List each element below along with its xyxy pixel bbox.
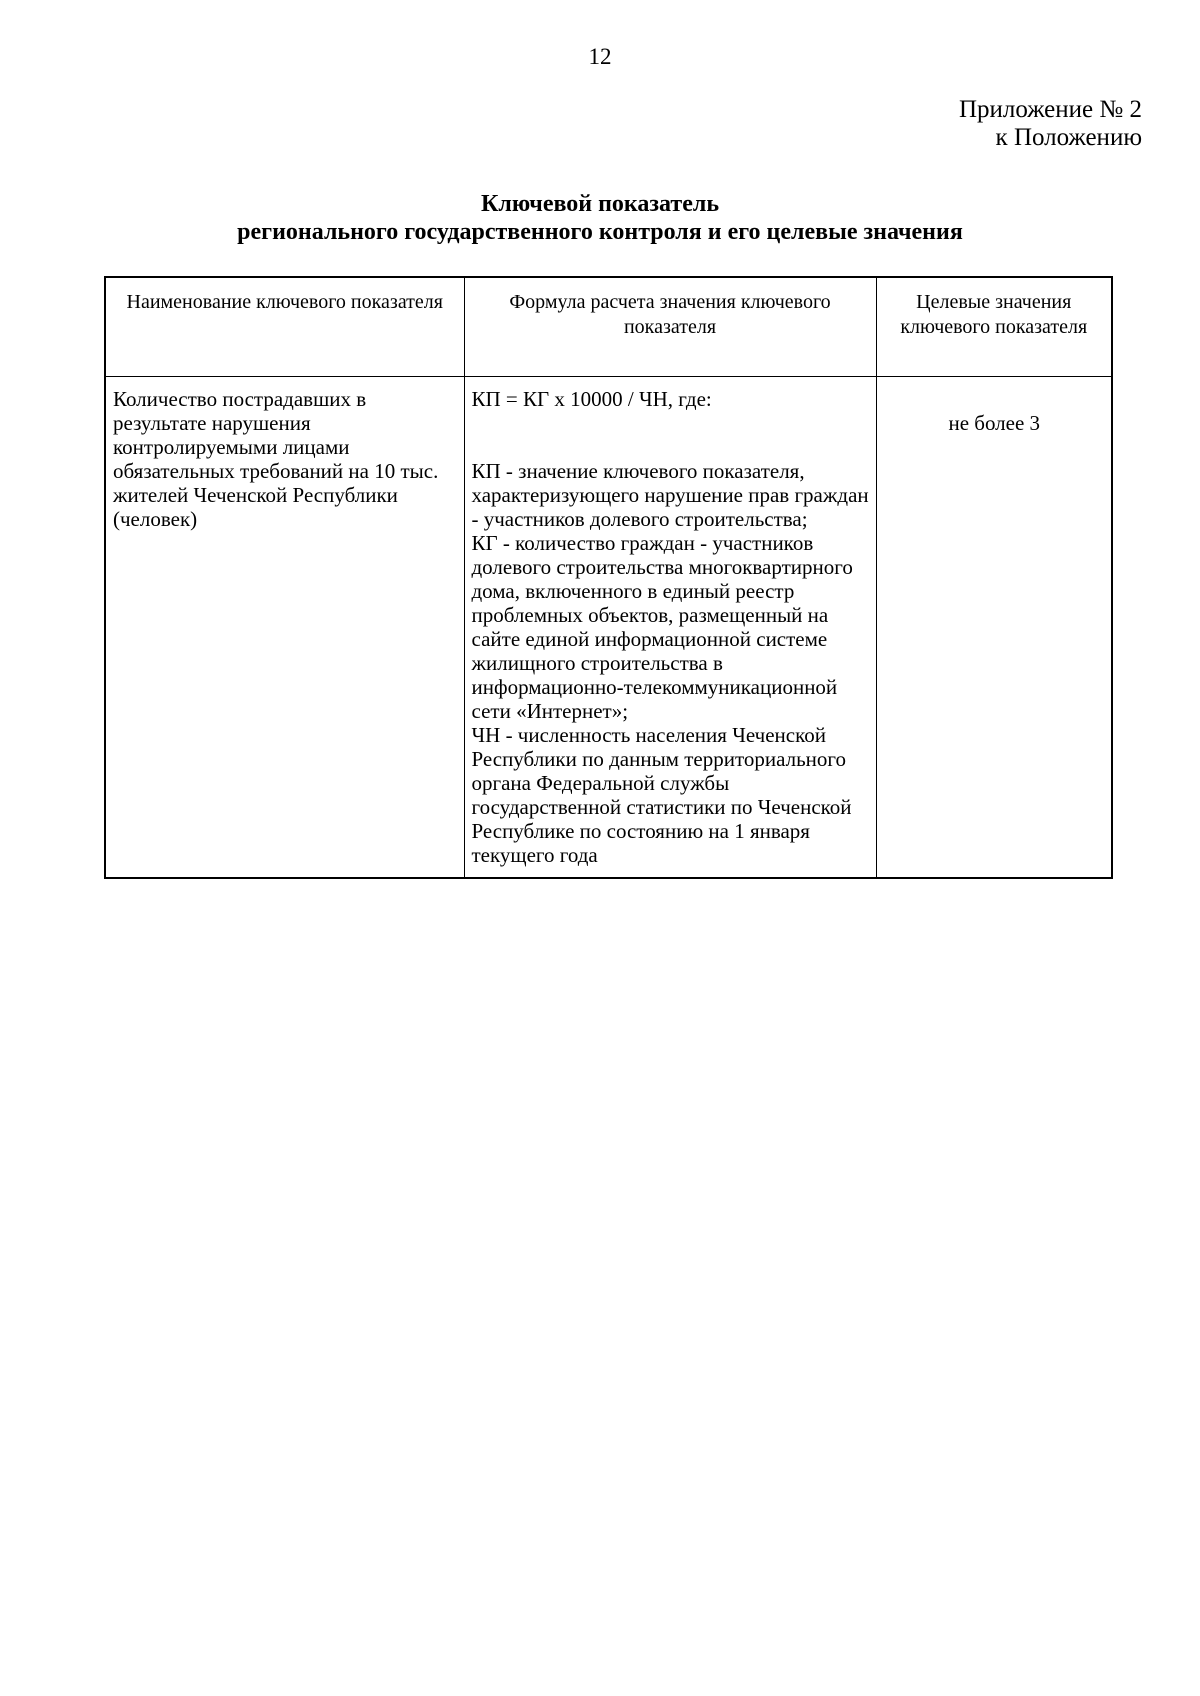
- document-title: [100, 190, 1100, 246]
- header-formula: Формула расчета значения ключевого показателя: [464, 277, 876, 377]
- header-target-values: Целевые значения ключевого показателя: [876, 277, 1112, 377]
- table-header-row: [105, 277, 1112, 377]
- target-value: не более 3: [948, 411, 1041, 435]
- appendix-line-2: к Положению: [995, 124, 1142, 151]
- definition-chn: ЧН - численность населения Чеченской Республики по данным территориального органа Федеральной службы государственной статистики по Чеченской Республике по состоянию на 1 января текущего года: [471, 723, 852, 867]
- page-number: 12: [588, 44, 612, 69]
- title-line-1: Ключевой показатель: [480, 191, 720, 217]
- table-row: [105, 377, 1112, 879]
- appendix-reference: [959, 96, 1142, 152]
- formula-expression: КП = КГ х 10000 / ЧН, где:: [471, 387, 712, 411]
- header-indicator-name: Наименование ключевого показателя: [105, 277, 464, 377]
- key-indicator-table: [104, 276, 1113, 879]
- appendix-line-1: Приложение № 2: [958, 96, 1142, 123]
- title-line-2: регионального государственного контроля и его целевые значения: [237, 219, 963, 245]
- formula-cell: [464, 377, 876, 879]
- definition-kp: КП - значение ключевого показателя, характеризующего нарушение прав граждан - участников долевого строительства;: [471, 459, 869, 531]
- target-value-cell: [876, 377, 1112, 879]
- definition-kg: КГ - количество граждан - участников долевого строительства многоквартирного дома, включенного в единый реестр проблемных объектов, размещенный на сайте единой информационной системе жилищного строительства в информационно-телекоммуникационной сети «Интернет»;: [471, 531, 853, 723]
- indicator-name-cell: Количество пострадавших в результате нарушения контролируемыми лицами обязательных требований на 10 тыс. жителей Чеченской Республики (человек): [105, 377, 464, 879]
